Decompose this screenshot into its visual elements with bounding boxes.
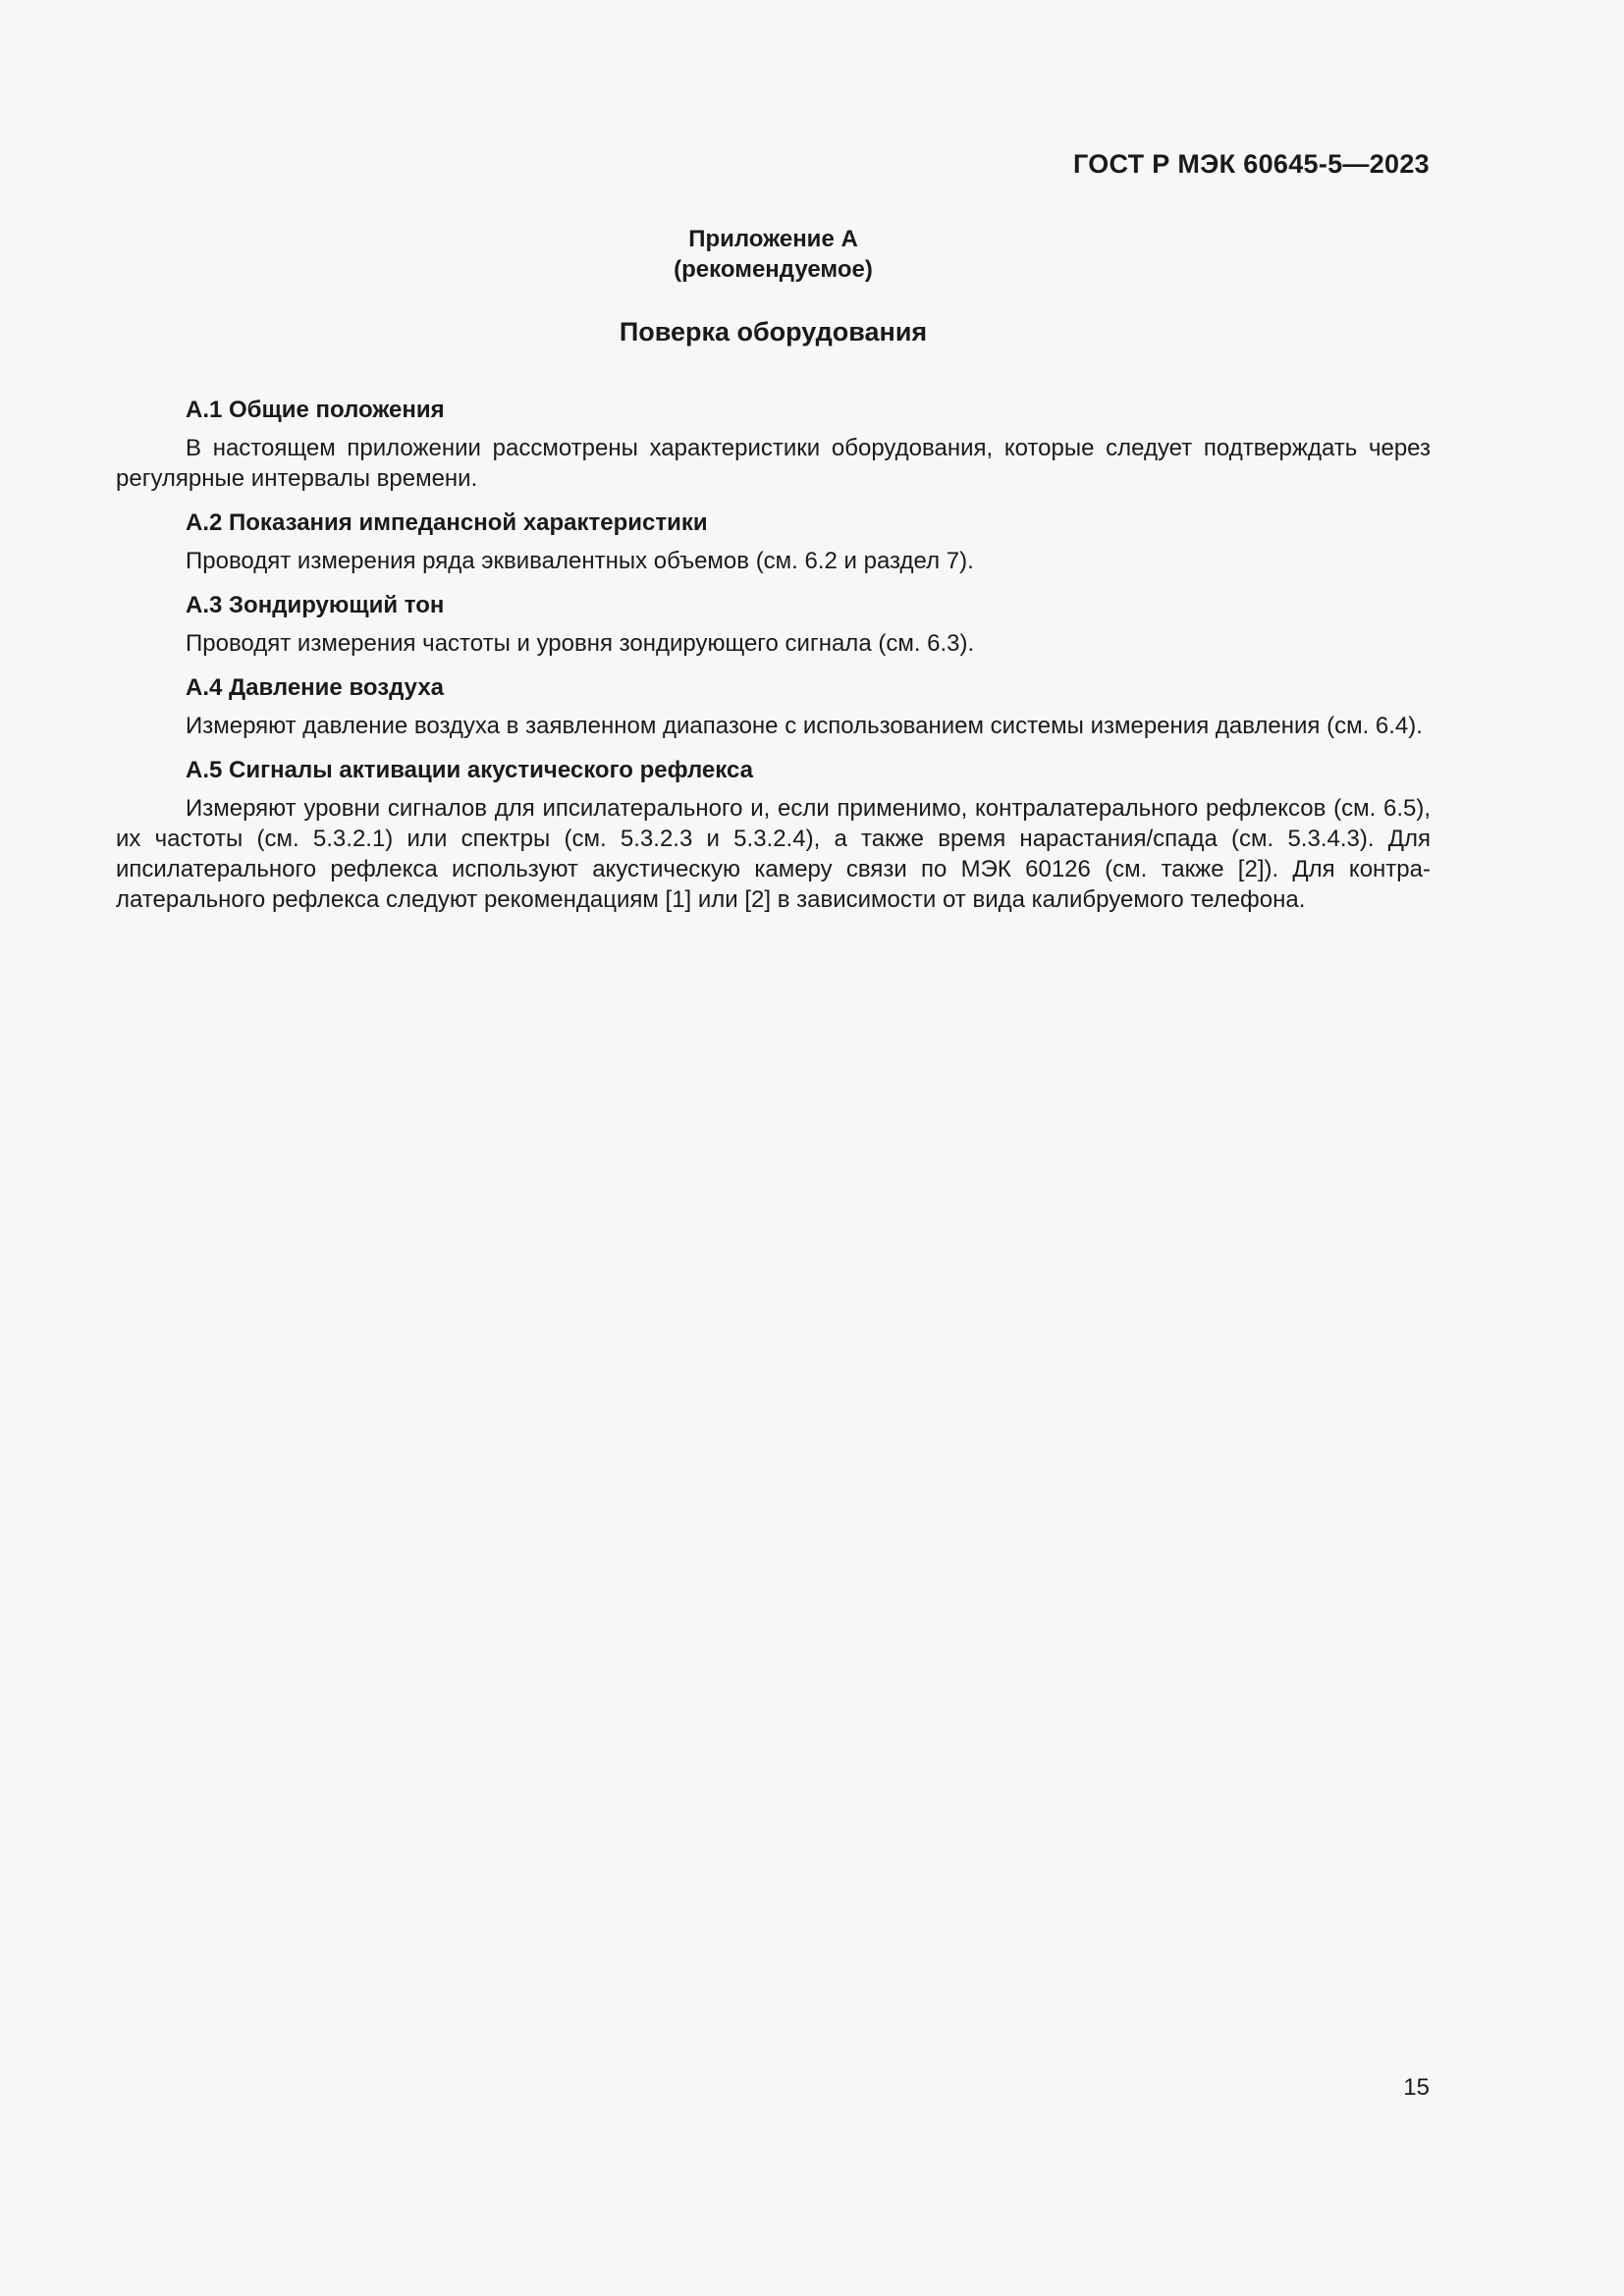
section-a4 (116, 672, 1431, 741)
section-heading: А.2 Показания импедансной характеристики (186, 509, 708, 536)
page-number: 15 (1403, 2074, 1430, 2101)
section-body: Проводят измерения частоты и уровня зондирующего сигнала (см. 6.3). (186, 630, 975, 657)
section-a2 (116, 507, 1431, 576)
section-a1 (116, 395, 1431, 494)
section-heading: А.1 Общие положения (186, 397, 445, 423)
section-heading: А.5 Сигналы активации акустического рефлекса (186, 757, 753, 783)
section-body: Измеряют уровни сигналов для ипсилатерального и, если применимо, контралатерального рефлексов (см. 6.5), их частоты (см. 5.3.2.1) или спектры (см. 5.3.2.3 и 5.3.2.4), а также время нарастания/спада (см. 5.3.4.3). Для ипсилатерального рефлекса используют акустическую камеру связи по МЭК 60126 (см. также [2]). Для контралатерального рефлекса следуют рекомендациям [1] или [2] в зависимости от вида калибруемого телефона. (116, 795, 1431, 913)
section-heading: А.3 Зондирующий тон (186, 592, 445, 618)
section-a5 (116, 755, 1431, 915)
appendix-type: (рекомендуемое) (674, 256, 873, 283)
appendix-title: Поверка оборудования (619, 317, 928, 347)
section-body: Измеряют давление воздуха в заявленном диапазоне с использованием системы измерения давления (см. 6.4). (186, 713, 1423, 739)
section-heading: А.4 Давление воздуха (186, 674, 445, 701)
section-a3 (116, 590, 1431, 659)
appendix-content (116, 395, 1431, 929)
document-code: ГОСТ Р МЭК 60645-5—2023 (1072, 149, 1430, 179)
section-body: Проводят измерения ряда эквивалентных объемов (см. 6.2 и раздел 7). (186, 548, 974, 574)
appendix-label: Приложение А (688, 226, 858, 252)
section-body: В настоящем приложении рассмотрены характеристики оборудования, которые следует подтверждать через регулярные интервалы времени. (116, 435, 1431, 492)
